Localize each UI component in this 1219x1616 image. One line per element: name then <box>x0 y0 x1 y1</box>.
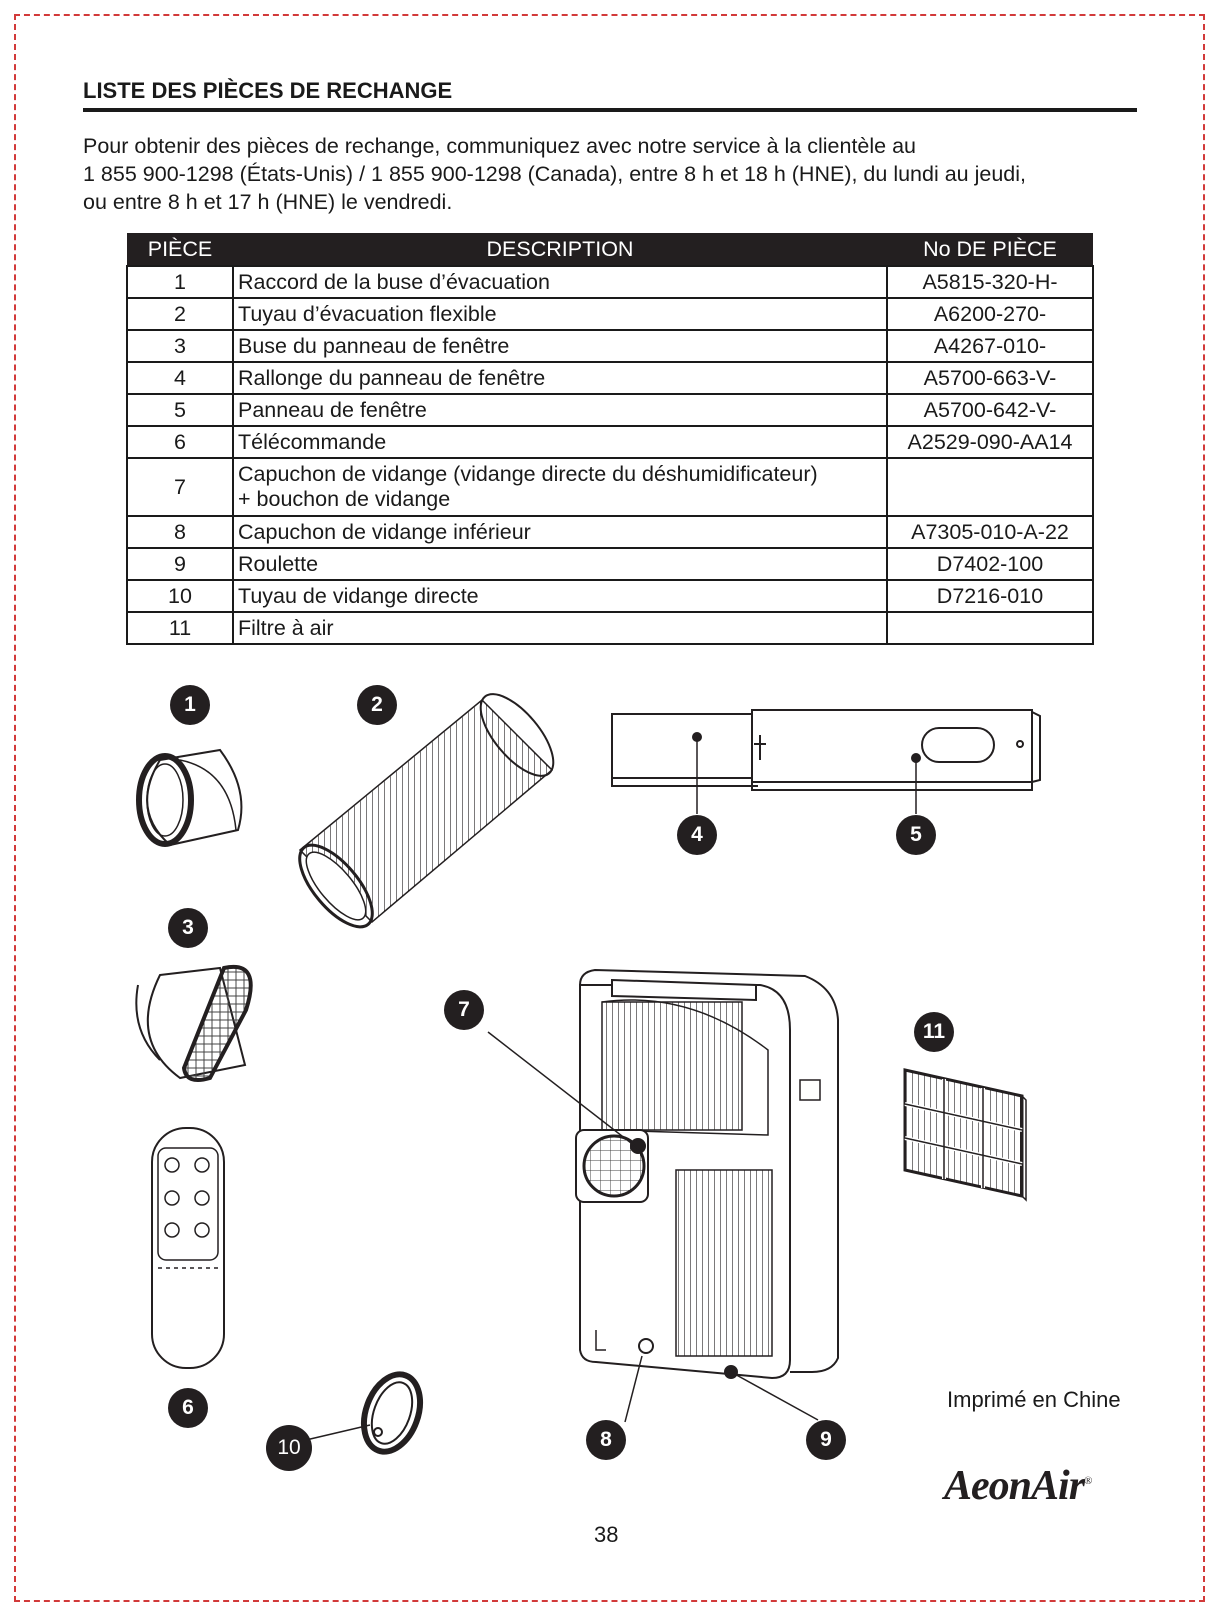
row-part-number: D7216-010 <box>887 580 1093 612</box>
row-part-number: A7305-010-A-22 <box>887 516 1093 548</box>
row-number: 11 <box>127 612 233 644</box>
intro-line-2: 1 855 900-1298 (États-Unis) / 1 855 900-1298 (Canada), entre 8 h et 18 h (HNE), du lundi au jeudi, <box>83 162 1026 186</box>
row-part-number: A5815-320-H- <box>887 266 1093 298</box>
callout-badge-1: 1 <box>170 685 210 725</box>
row-number: 5 <box>127 394 233 426</box>
row-description: Rallonge du panneau de fenêtre <box>233 362 887 394</box>
row-description: Télécommande <box>233 426 887 458</box>
header-part-number: No DE PIÈCE <box>887 233 1093 266</box>
page-heading: LISTE DES PIÈCES DE RECHANGE <box>83 78 1137 112</box>
row-part-number: D7402-100 <box>887 548 1093 580</box>
remote-control-illustration <box>152 1128 224 1368</box>
row-description: Capuchon de vidange inférieur <box>233 516 887 548</box>
air-filter-illustration <box>905 1070 1026 1200</box>
drain-hose-illustration <box>306 1367 430 1460</box>
header-description: DESCRIPTION <box>233 233 887 266</box>
registered-mark: ® <box>1084 1475 1092 1487</box>
row-description: Tuyau d’évacuation flexible <box>233 298 887 330</box>
callout-badge-9: 9 <box>806 1420 846 1460</box>
flexible-hose-illustration <box>287 683 566 939</box>
row-description: Tuyau de vidange directe <box>233 580 887 612</box>
row-description-line-1: Capuchon de vidange (vidange directe du déshumidificateur) <box>238 462 818 486</box>
callout-badge-11: 11 <box>914 1012 954 1052</box>
row-description: Raccord de la buse d’évacuation <box>233 266 887 298</box>
callout-badge-3: 3 <box>168 908 208 948</box>
row-part-number: A6200-270- <box>887 298 1093 330</box>
page-number: 38 <box>594 1522 619 1547</box>
row-number: 9 <box>127 548 233 580</box>
row-part-number: A5700-642-V- <box>887 394 1093 426</box>
brand-name: AeonAir <box>944 1463 1085 1509</box>
row-number: 7 <box>127 458 233 516</box>
row-description: Buse du panneau de fenêtre <box>233 330 887 362</box>
printed-in-china: Imprimé en Chine <box>947 1387 1121 1412</box>
row-description: Roulette <box>233 548 887 580</box>
intro-line-3: ou entre 8 h et 17 h (HNE) le vendredi. <box>83 190 453 214</box>
callout-badge-4: 4 <box>677 815 717 855</box>
header-piece: PIÈCE <box>127 233 233 266</box>
row-number: 3 <box>127 330 233 362</box>
row-number: 1 <box>127 266 233 298</box>
row-number: 6 <box>127 426 233 458</box>
row-number: 2 <box>127 298 233 330</box>
brand-logo <box>944 1462 1091 1510</box>
row-number: 8 <box>127 516 233 548</box>
row-part-number: A5700-663-V- <box>887 362 1093 394</box>
intro-line-1: Pour obtenir des pièces de rechange, communiquez avec notre service à la clientèle au <box>83 134 917 158</box>
callout-badge-6: 6 <box>168 1388 208 1428</box>
row-description-line-2: + bouchon de vidange <box>238 487 451 511</box>
callout-badge-2: 2 <box>357 685 397 725</box>
window-nozzle-illustration <box>136 967 250 1080</box>
row-description: Panneau de fenêtre <box>233 394 887 426</box>
row-part-number: A4267-010- <box>887 330 1093 362</box>
callout-badge-10: 10 <box>266 1425 312 1471</box>
callout-badge-5: 5 <box>896 815 936 855</box>
row-description: Filtre à air <box>233 612 887 644</box>
air-conditioner-illustration <box>488 970 838 1422</box>
row-number: 4 <box>127 362 233 394</box>
row-number: 10 <box>127 580 233 612</box>
exhaust-connector-illustration <box>139 750 241 845</box>
callout-badge-7: 7 <box>444 990 484 1030</box>
window-panel-illustration <box>612 710 1040 814</box>
callout-badge-8: 8 <box>586 1420 626 1460</box>
row-part-number: A2529-090-AA14 <box>887 426 1093 458</box>
